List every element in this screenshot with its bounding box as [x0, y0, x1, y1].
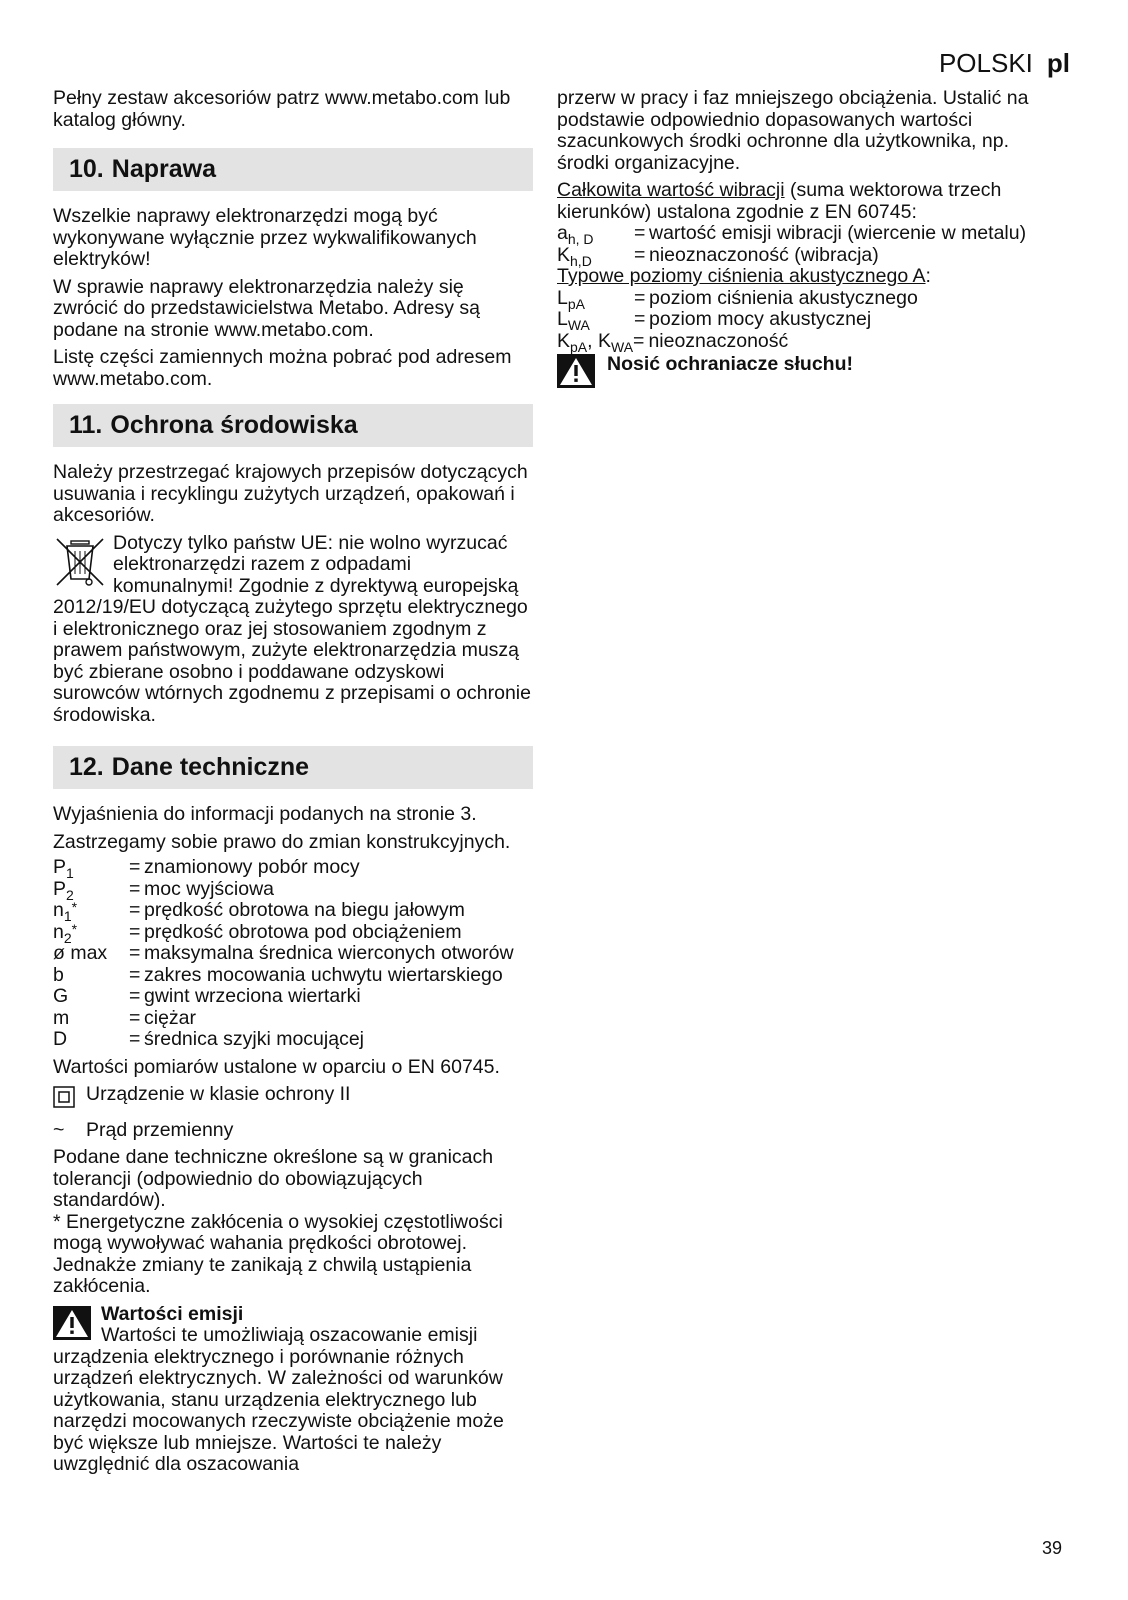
definition-row	[557, 288, 1057, 310]
equals: =	[129, 920, 141, 943]
tech-paragraph-3: Wartości pomiarów ustalone w oparciu o EN 60745.	[53, 1055, 500, 1078]
definition-row	[53, 922, 533, 944]
definition: poziom ciśnienia akustycznego	[649, 286, 918, 309]
definition: poziom mocy akustycznej	[649, 308, 872, 330]
vibration-intro: Całkowita wartość wibracji (suma wektorowa trzech kierunków) ustalona zgodnie z EN 60745:	[557, 179, 1002, 223]
equals: =	[634, 286, 646, 309]
definition: gwint wrzeciona wiertarki	[144, 985, 361, 1007]
definition: prędkość obrotowa na biegu jałowym	[144, 899, 465, 921]
symbol: ø max	[53, 942, 108, 964]
vibration-symbols	[557, 222, 1057, 269]
alternating-current-icon: ~	[53, 1118, 65, 1141]
section-title: Dane techniczne	[111, 753, 310, 781]
definition: nieoznaczoność	[648, 329, 789, 352]
tech-symbol-list	[53, 857, 533, 1051]
alternating-current-text: Prąd przemienny	[86, 1118, 234, 1141]
symbol: $K_{h,D}$	[557, 243, 592, 269]
protection-class-text: Urządzenie w klasie ochrony II	[86, 1083, 351, 1105]
definition: nieoznaczoność (wibracja)	[649, 243, 879, 266]
tech-paragraph-5: * Energetyczne zakłócenia o wysokiej częstotliwości mogą wywoływać wahania prędkości obrotowej. Jednakże zmiany te zanikają z chwilą ustąpienia zakłócenia.	[53, 1210, 503, 1297]
alternating-current-row	[53, 1120, 533, 1142]
vibration-label: Całkowita wartość wibracji	[557, 179, 785, 201]
symbol: $L_{WA}$	[557, 308, 590, 333]
definition: maksymalna średnica wierconych otworów	[144, 942, 514, 964]
environment-paragraph-2: Dotyczy tylko państw UE: nie wolno wyrzucać elektronarzędzi razem z odpadami komunalnymi! Zgodnie z dyrektywą europejską 2012/19/EU dotyczącą zużytego sprzętu elektrycznego i elektronicznego oraz jej stosowaniem zgodnym z prawem państwowym, zużyte elektronarzędzia muszą być zbierane osobno i poddawane odzyskowi surowców wtórnych zgodnemu z przepisami o ochronie środowiska.	[53, 531, 531, 726]
protection-class-ii-icon	[53, 1086, 75, 1108]
section-10-heading	[53, 148, 533, 191]
emission-warning-title: Wartości emisji	[101, 1302, 244, 1325]
sound-label: Typowe poziomy ciśnienia akustycznego A	[557, 265, 926, 287]
symbol: b	[53, 963, 64, 986]
definition-row	[53, 900, 533, 922]
definition-row	[53, 943, 533, 965]
equals: =	[129, 1028, 141, 1050]
emission-warning-text: Wartości te umożliwiają oszacowanie emisji urządzenia elektrycznego i porównanie różnych urządzeń elektrycznych. W zależności od warunków użytkowania, stanu urządzenia elektrycznego lub narzędzi mocowanych rzeczywiste obciążenie może być większe lub mniejsze. Wartości te należy uwzględnić dla oszacowania	[53, 1324, 504, 1475]
definition: znamionowy pobór mocy	[144, 856, 360, 878]
equals: =	[129, 963, 141, 986]
symbol: D	[53, 1028, 68, 1050]
weee-block	[53, 533, 533, 733]
equals: =	[129, 942, 141, 964]
right-column	[557, 88, 1057, 394]
definition-row	[53, 1008, 533, 1030]
equals: =	[129, 877, 141, 900]
symbol: $a_{h, D}$	[557, 222, 594, 247]
equals: =	[129, 856, 141, 878]
protection-class-row	[53, 1084, 533, 1114]
section-12-heading	[53, 746, 533, 789]
left-column	[53, 88, 533, 1476]
page-header	[939, 48, 1070, 78]
definition-row	[53, 1029, 533, 1051]
symbol: m	[53, 1006, 70, 1029]
tech-paragraph-2: Zastrzegamy sobie prawo do zmian konstrukcyjnych.	[53, 830, 511, 853]
warning-icon	[53, 1306, 91, 1340]
equals: =	[634, 243, 646, 266]
tech-paragraph-1: Wyjaśnienia do informacji podanych na stronie 3.	[53, 803, 477, 825]
symbol: $n_1^*$	[53, 899, 78, 924]
definition-row	[557, 245, 1057, 267]
definition-row	[557, 223, 1057, 245]
definition-row	[53, 986, 533, 1008]
definition: prędkość obrotowa pod obciążeniem	[144, 920, 462, 943]
symbol: G	[53, 985, 69, 1007]
section-number: 10.	[69, 155, 104, 183]
definition-row	[53, 879, 533, 901]
symbol: $P_2$	[53, 877, 74, 903]
accessories-text: Pełny zestaw akcesoriów patrz www.metabo.com lub katalog główny.	[53, 87, 511, 131]
symbol: $n_2^*$	[53, 920, 78, 946]
definition: średnica szyjki mocującej	[144, 1028, 364, 1050]
equals: =	[129, 985, 141, 1007]
equals: =	[634, 222, 646, 244]
language-label: POLSKI	[938, 48, 1033, 78]
repair-paragraph-1: Wszelkie naprawy elektronarzędzi mogą być wykonywane wyłącznie przez wykwalifikowanych elektryków!	[53, 205, 477, 270]
symbol: $P_1$	[53, 856, 74, 881]
environment-paragraph-1: Należy przestrzegać krajowych przepisów dotyczących usuwania i recyklingu zużytych urządzeń, opakowań i akcesoriów.	[53, 461, 528, 526]
equals: =	[129, 899, 141, 921]
equals: =	[634, 308, 646, 330]
sound-intro: Typowe poziomy ciśnienia akustycznego A:	[557, 265, 931, 287]
definition-row	[53, 857, 533, 879]
section-title: Naprawa	[111, 155, 216, 183]
language-code: pl	[1046, 48, 1070, 78]
hearing-protection-row	[557, 354, 1057, 388]
definition-row	[557, 331, 1057, 353]
emission-continued-text: przerw w pracy i faz mniejszego obciążenia. Ustalić na podstawie odpowiednio dopasowanych wartości szacunkowych środki ochronne dla użytkownika, np. środki organizacyjne.	[557, 87, 1029, 174]
section-number: 12.	[69, 753, 104, 781]
symbol: $L_{pA}$	[557, 286, 585, 312]
symbol: $K_{pA}$, $K_{WA}$	[557, 329, 634, 355]
hearing-protection-text: Nosić ochraniacze słuchu!	[607, 353, 853, 375]
definition: wartość emisji wibracji (wiercenie w metalu)	[649, 222, 1027, 244]
tech-paragraph-4: Podane dane techniczne określone są w granicach tolerancji (odpowiednio do obowiązujących standardów).	[53, 1146, 494, 1211]
equals: =	[633, 329, 645, 352]
definition-row	[53, 965, 533, 987]
section-11-heading	[53, 404, 533, 447]
definition: zakres mocowania uchwytu wiertarskiego	[144, 963, 503, 986]
warning-icon	[557, 354, 595, 388]
repair-paragraph-2: W sprawie naprawy elektronarzędzia należy się zwrócić do przedstawicielstwa Metabo. Adresy są podane na stronie www.metabo.com.	[53, 275, 481, 341]
sound-symbols	[557, 288, 1057, 353]
emission-warning	[53, 1304, 533, 1476]
equals: =	[129, 1006, 141, 1029]
page-number: 39	[1041, 1538, 1062, 1558]
repair-paragraph-3: Listę części zamiennych można pobrać pod adresem www.metabo.com.	[53, 346, 512, 390]
definition-row	[557, 309, 1057, 331]
crossed-bin-icon	[53, 533, 109, 595]
section-number: 11.	[69, 411, 103, 439]
section-title: Ochrona środowiska	[110, 411, 358, 439]
definition: moc wyjściowa	[144, 877, 275, 900]
definition: ciężar	[144, 1006, 197, 1029]
